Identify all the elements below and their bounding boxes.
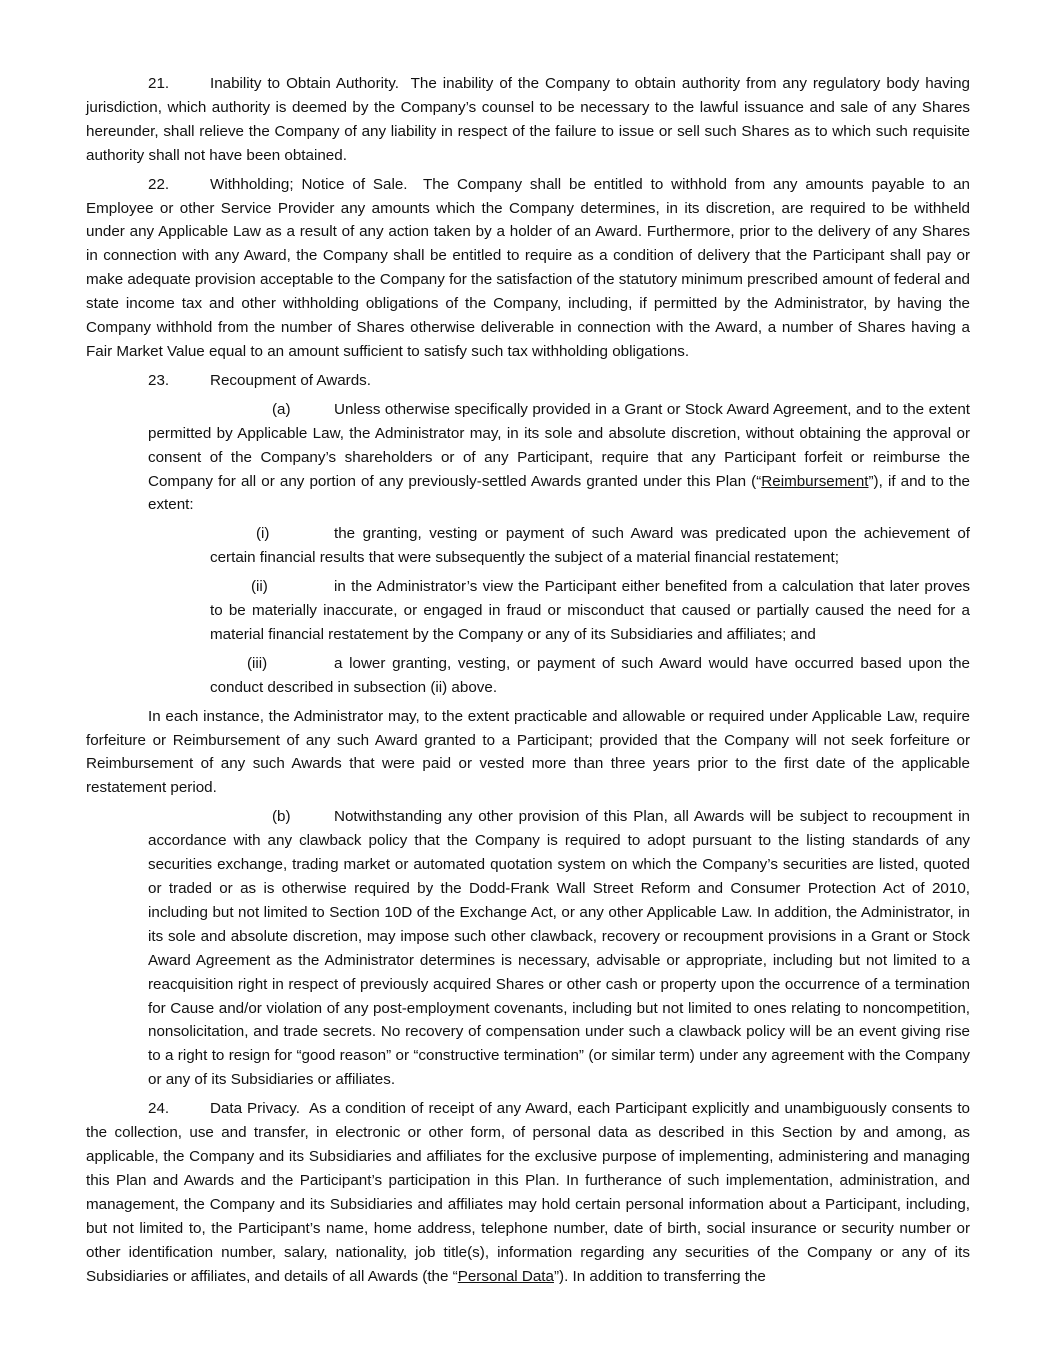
section-22 [86, 173, 970, 364]
document-page [86, 72, 970, 1293]
section-24 [86, 1097, 970, 1288]
section-number: 24. [148, 1100, 170, 1118]
section-heading: Inability to Obtain Authority. [210, 75, 399, 92]
item-23a-iii [210, 652, 970, 700]
section-body: The Company shall be entitled to withhold from any amounts payable to an Employee or other Service Provider any amounts which the Company determines, in its discretion, are required to be withheld under any Applicable Law as a result of any action taken by a holder of an Award. Furthermore, prior to the delivery of any Shares in connection with any Award, the Company shall be entitled to require as a condition of delivery that the Participant shall pay or make adequate provision acceptable to the Company for the satisfaction of the statutory minimum prescribed amount of federal and state income tax and other withholding obligations of the Company, including, if permitted by the Administrator, by having the Company withhold from the number of Shares otherwise deliverable in connection with the Award, a number of Shares having a Fair Market Value equal to an amount sufficient to satisfy such tax withholding obligations. [86, 175, 970, 360]
subsection-23a [148, 398, 970, 518]
item-23a-ii [210, 575, 970, 647]
section-body-start: As a condition of receipt of any Award, each Participant explicitly and unambiguously consents to the collection, use and transfer, in electronic or other form, of personal data as described in this Section by and among, as applicable, the Company and its Subsidiaries and affiliates for the exclusive purpose of implementing, administering and managing this Plan and Awards and the Participant’s participation in this Plan. In furtherance of such implementation, administration, and management, the Company and its Subsidiaries and affiliates may hold certain personal information about a Participant, including, but not limited to, the Participant’s name, home address, telephone number, date of birth, social insurance or security number or other identification number, salary, nationality, job title(s), information regarding any securities of the Company or any of its Subsidiaries or affiliates, and details of all Awards (the “ [86, 1100, 970, 1285]
section-21 [86, 72, 970, 168]
defined-term-personal-data: Personal Data [457, 1267, 554, 1285]
section-heading: Withholding; Notice of Sale. [210, 175, 408, 193]
section-body-end: ”). In addition to transferring the [553, 1267, 766, 1285]
defined-term-reimbursement: Reimbursement [761, 472, 869, 490]
section-number: 23. [148, 371, 170, 389]
item-body: a lower granting, vesting, or payment of such Award would have occurred based upon the conduct described in subsection (ii) above. [210, 654, 970, 696]
section-body: The inability of the Company to obtain authority from any regulatory body having jurisdiction, which authority is deemed by the Company’s counsel to be necessary to the lawful issuance and sale of any Shares hereunder, shall relieve the Company of any liability in respect of the failure to issue or sell such Shares as to which such requisite authority shall not have been obtained. [86, 75, 970, 164]
subsection-label: (b) [272, 808, 291, 826]
section-heading: Recoupment of Awards. [210, 371, 371, 389]
item-body: the granting, vesting or payment of such Award was predicated upon the achievement of certain financial results that were subsequently the subject of a material financial restatement; [210, 525, 970, 567]
item-23a-i [210, 522, 970, 570]
item-label: (i) [256, 525, 270, 543]
subsection-body-start: Unless otherwise specifically provided in a Grant or Stock Award Agreement, and to the extent permitted by Applicable Law, the Administrator may, in its sole and absolute discretion, without obtaining the approval or consent of the Company’s shareholders or of any Participant, require that any Participant forfeit or reimburse the Company for all or any portion of any previously-settled Awards granted under this Plan (“ [148, 400, 970, 490]
section-23 [86, 369, 970, 393]
subsection-body-end: ”), if and to the extent: [148, 472, 970, 514]
section-heading: Data Privacy. [210, 1100, 300, 1118]
item-label: (ii) [251, 578, 268, 596]
subsection-23b [148, 805, 970, 1092]
section-number: 22. [148, 175, 170, 193]
item-body: in the Administrator’s view the Participant either benefited from a calculation that later proves to be materially inaccurate, or engaged in fraud or misconduct that caused or partially caused the need for a material financial restatement by the Company or any of its Subsidiaries and affiliates; and [210, 578, 970, 643]
subsection-label: (a) [272, 400, 291, 418]
section-number: 21. [148, 75, 170, 92]
item-label: (iii) [247, 654, 268, 672]
subsection-body: Notwithstanding any other provision of this Plan, all Awards will be subject to recoupment in accordance with any clawback policy that the Company is required to adopt pursuant to the listing standards of any securities exchange, trading market or automated quotation system on which the Company’s securities are listed, quoted or traded or as is otherwise required by the Dodd-Frank Wall Street Reform and Consumer Protection Act of 2010, including but not limited to Section 10D of the Exchange Act, or any other Applicable Law. In addition, the Administrator, in its sole and absolute discretion, may impose such other clawback, recovery or recoupment provisions in a Grant or Stock Award Agreement as the Administrator determines is necessary, advisable or appropriate, including but not limited to a reacquisition right in respect of previously acquired Shares or other cash or property upon the occurrence of a termination for Cause and/or violation of any post-employment covenants, including but not limited to ones relating to noncompetition, nonsolicitation, and trade secrets. No recovery of compensation under such a clawback policy will be an event giving rise to a right to resign for “good reason” or “constructive termination” (or similar term) under any agreement with the Company or any of its Subsidiaries or affiliates. [148, 808, 970, 1089]
each-instance-paragraph: In each instance, the Administrator may, to the extent practicable and allowable or required under Applicable Law, require forfeiture or Reimbursement of any such Award granted to a Participant; provided that the Company will not seek forfeiture or Reimbursement of any such Awards that were paid or vested more than three years prior to the first date of the applicable restatement period. [86, 707, 970, 797]
